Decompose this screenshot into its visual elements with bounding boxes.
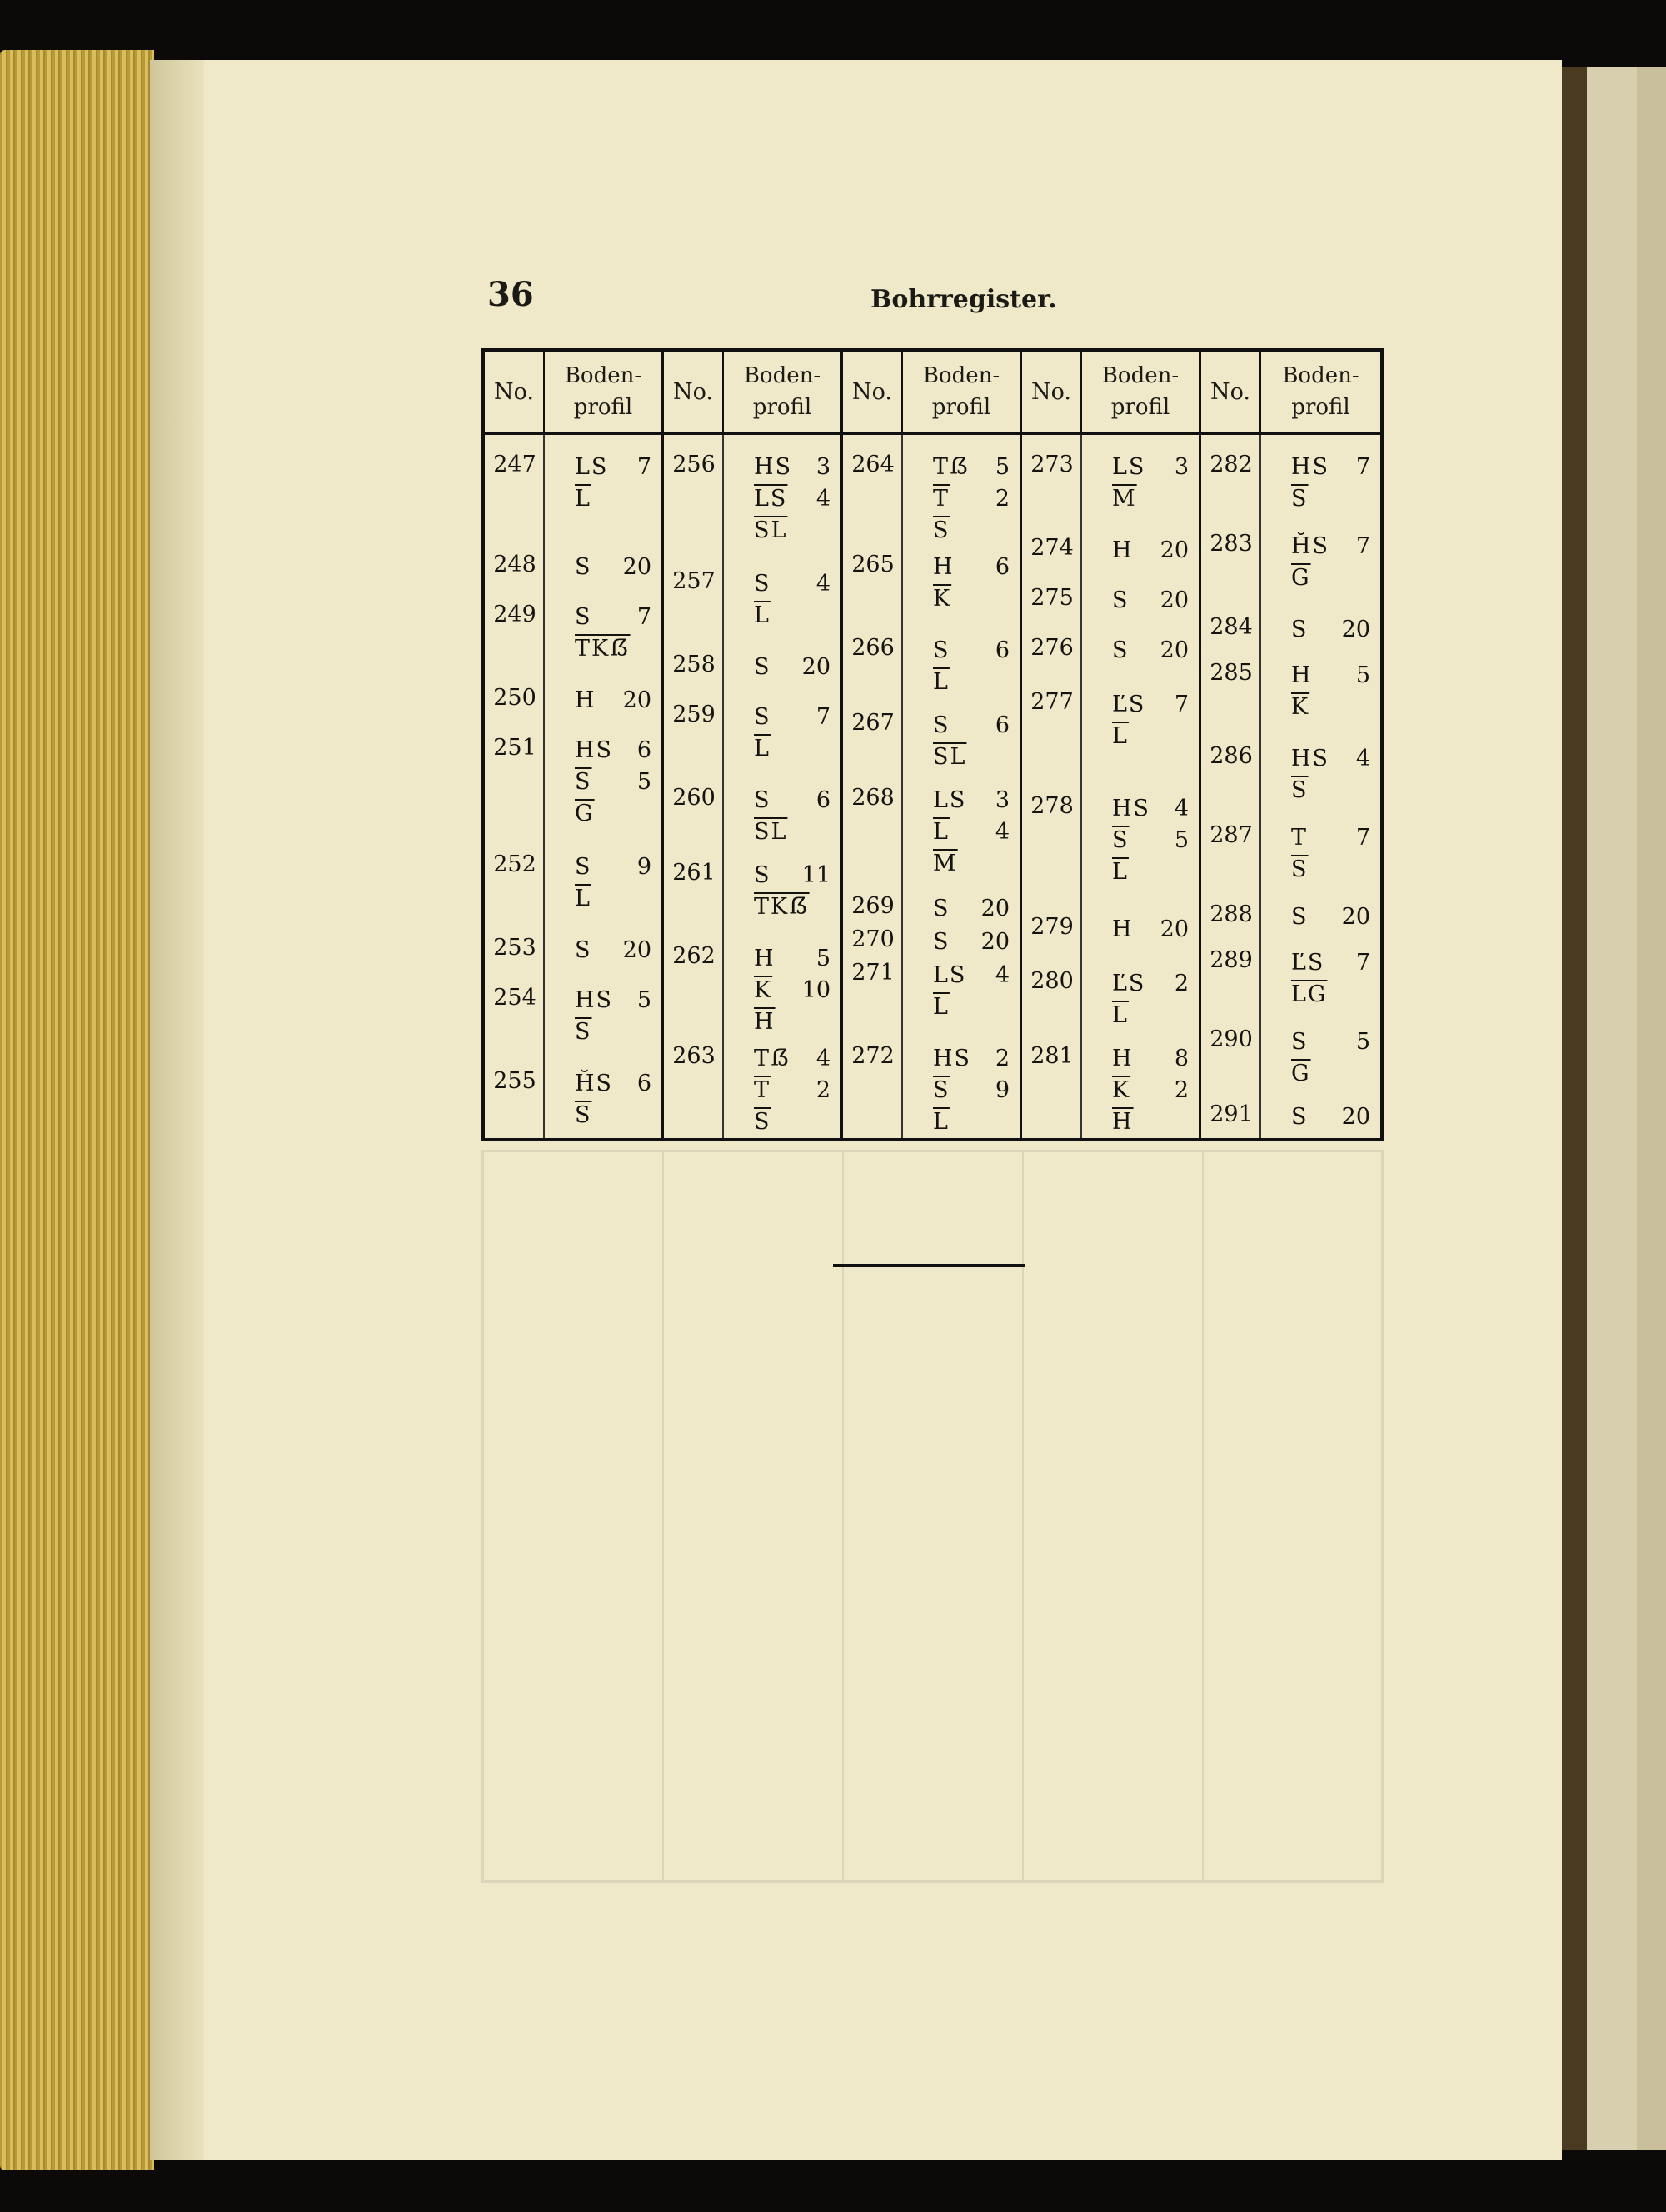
bore-number: 284: [1210, 614, 1253, 640]
profile-layer: $\overline{S}$: [1291, 777, 1309, 803]
profile-layer: $\overline{H}$: [754, 1009, 776, 1035]
profile-layer: T 7: [1291, 825, 1370, 851]
profile-layer: S 20: [575, 937, 651, 963]
profile-layer: $\overline{S}$: [933, 517, 950, 543]
soil-profile: [550, 1068, 658, 1131]
bore-number: 267: [851, 710, 895, 736]
profile-layer: $\overline{L}$: [754, 736, 771, 761]
bore-number: 256: [672, 452, 716, 477]
bore-number: 263: [672, 1043, 716, 1069]
soil-profile: [729, 860, 837, 923]
header-no: No.: [485, 352, 545, 432]
profile-layer: $\overline{G}$: [1291, 565, 1311, 591]
running-title: Bohrregister.: [870, 285, 1057, 314]
soil-profile: [1266, 822, 1377, 886]
profile-layer: HS 3: [754, 454, 831, 480]
profile-layer: HS 6: [575, 737, 651, 763]
soil-profile: [729, 943, 837, 1038]
table-column-group: [485, 352, 664, 1138]
profile-layer: Tẞ 4: [754, 1046, 831, 1071]
soil-profile: [1266, 452, 1377, 515]
soil-profile: [729, 568, 837, 632]
profile-layer: HS 7: [1291, 454, 1370, 480]
profile-layer: S 5: [1291, 1029, 1370, 1055]
bore-number: 272: [851, 1043, 895, 1069]
profile-layer: S 7: [754, 704, 831, 730]
soil-profile: [1266, 743, 1377, 806]
profile-layer: $\overline{G}$: [575, 801, 595, 826]
profile-layer: S 20: [1291, 1104, 1370, 1130]
bore-number: 250: [493, 685, 536, 711]
soil-profile: [1087, 452, 1195, 515]
profile-layer: $\overline{L}$: [1112, 723, 1129, 749]
profile-layer: $\overline{L}$: [933, 1109, 950, 1135]
bore-number: 257: [672, 568, 716, 594]
table-column-group: [664, 352, 843, 1138]
profile-layer: Tẞ 5: [933, 454, 1010, 480]
page-header: [487, 275, 1057, 325]
bore-number: 265: [851, 552, 895, 577]
profile-layer: H 20: [1112, 916, 1189, 942]
soil-profile: [1266, 660, 1377, 723]
bore-number: 258: [672, 652, 716, 677]
column-header: [485, 352, 661, 435]
profile-layer: $\overline{SL}$: [933, 744, 967, 770]
soil-profile: [1266, 947, 1377, 1011]
profile-layer: $\overline{G}$: [1291, 1061, 1311, 1086]
bore-number: 285: [1210, 660, 1253, 686]
profile-layer: $\overline{L}$: [575, 486, 591, 512]
soil-profile: [1266, 1101, 1377, 1133]
profile-layer: $\overline{S}$: [575, 1019, 592, 1045]
header-profile: Boden- profil: [1101, 363, 1180, 420]
soil-profile: [550, 452, 658, 515]
profile-layer: LS 7: [575, 454, 651, 480]
bore-number: 279: [1030, 914, 1074, 940]
profile-layer: ĽS 2: [1112, 971, 1189, 996]
bore-number: 254: [493, 985, 536, 1011]
profile-layer: $\overline{M}$: [933, 851, 958, 876]
profile-layer: $\overline{K}$ 2: [1112, 1077, 1189, 1103]
table-column-group: [1022, 352, 1201, 1138]
header-no: No.: [664, 352, 724, 432]
profile-layer: S 4: [754, 571, 831, 597]
header-profile: Boden- profil: [922, 363, 1000, 420]
soil-profile: [550, 685, 658, 717]
profile-layer: $\overline{S}$: [1291, 486, 1309, 512]
profile-layer: $\overline{K}$ 10: [754, 977, 831, 1003]
soil-profile: [1266, 901, 1377, 933]
soil-profile: [1266, 614, 1377, 646]
profile-layer: S 20: [1112, 587, 1189, 613]
profile-layer: $\overline{T}$ 2: [754, 1077, 831, 1103]
profile-layer: LS 4: [933, 962, 1010, 988]
table-column-group: [843, 352, 1022, 1138]
soil-profile: [1266, 531, 1377, 594]
soil-profile: [550, 735, 658, 830]
profile-layer: $\overline{S}$: [754, 1109, 771, 1135]
bore-number: 290: [1210, 1026, 1253, 1052]
book-page-edges: [0, 50, 154, 2170]
profile-layer: H̆S 7: [1291, 533, 1370, 559]
soil-profile: [1087, 535, 1195, 567]
header-no: No.: [1022, 352, 1082, 432]
profile-layer: HS 2: [933, 1046, 1010, 1071]
profile-layer: S 6: [933, 712, 1010, 738]
bore-number: 264: [851, 452, 895, 477]
header-no: No.: [1201, 352, 1261, 432]
profile-layer: $\overline{S}$ 5: [575, 769, 651, 795]
bore-number: 276: [1030, 635, 1074, 661]
soil-profile: [908, 452, 1016, 547]
profile-layer: H 20: [575, 687, 651, 713]
profile-layer: S 6: [933, 637, 1010, 663]
end-rule: [833, 1264, 1025, 1267]
bore-number: 271: [851, 960, 895, 986]
bore-number: 252: [493, 851, 536, 877]
soil-profile: [1087, 968, 1195, 1031]
column-header: [664, 352, 840, 435]
bore-number: 251: [493, 735, 536, 761]
soil-profile: [729, 702, 837, 765]
soil-profile: [908, 635, 1016, 698]
soil-profile: [550, 552, 658, 583]
soil-profile: [1087, 1043, 1195, 1138]
profile-layer: $\overline{TKẞ}$: [754, 894, 810, 920]
profile-layer: S 20: [1291, 617, 1370, 642]
soil-profile: [550, 985, 658, 1048]
profile-layer: $\overline{M}$: [1112, 486, 1137, 512]
profile-layer: $\overline{L}$ 4: [933, 819, 1010, 845]
soil-profile: [908, 710, 1016, 773]
soil-profile: [908, 1043, 1016, 1138]
profile-layer: $\overline{SL}$: [754, 517, 788, 543]
soil-profile: [908, 960, 1016, 1023]
soil-profile: [550, 602, 658, 665]
bore-number: 275: [1030, 585, 1074, 611]
profile-layer: $\overline{L}$: [1112, 859, 1129, 885]
profile-layer: $\overline{S}$: [575, 1102, 592, 1128]
bore-number: 282: [1210, 452, 1253, 477]
bore-number: 283: [1210, 531, 1253, 557]
page-number: 36: [487, 275, 534, 314]
bleed-through-shadow: [481, 1150, 1384, 1883]
profile-layer: $\overline{SL}$: [754, 819, 788, 845]
profile-layer: $\overline{LS}$ 4: [754, 486, 831, 512]
bore-number: 288: [1210, 901, 1253, 927]
profile-layer: S 20: [575, 554, 651, 580]
bore-number: 268: [851, 785, 895, 811]
facing-page-edge: [1562, 67, 1666, 2150]
profile-layer: S 9: [575, 854, 651, 880]
bore-number: 260: [672, 785, 716, 811]
profile-layer: $\overline{S}$ 9: [933, 1077, 1010, 1103]
profile-layer: $\overline{L}$: [754, 602, 771, 628]
bore-number: 280: [1030, 968, 1074, 994]
bore-number: 277: [1030, 689, 1074, 715]
soil-profile: [1266, 1026, 1377, 1090]
profile-layer: HS 4: [1291, 746, 1370, 771]
bore-register-table: [481, 348, 1384, 1141]
profile-layer: H 8: [1112, 1046, 1189, 1071]
profile-layer: H 20: [1112, 537, 1189, 563]
profile-layer: S 20: [933, 896, 1010, 921]
profile-layer: HS 5: [575, 987, 651, 1013]
profile-layer: LS 3: [933, 787, 1010, 813]
bore-number: 253: [493, 935, 536, 961]
profile-layer: H 6: [933, 554, 1010, 580]
bore-number: 278: [1030, 793, 1074, 819]
soil-profile: [729, 1043, 837, 1138]
profile-layer: $\overline{LG}$: [1291, 981, 1328, 1007]
profile-layer: $\overline{TKẞ}$: [575, 636, 631, 662]
profile-layer: H 5: [754, 946, 831, 971]
soil-profile: [908, 785, 1016, 880]
soil-profile: [1087, 793, 1195, 888]
soil-profile: [729, 652, 837, 683]
bore-number: 266: [851, 635, 895, 661]
column-header: [1201, 352, 1380, 435]
profile-layer: S 6: [754, 787, 831, 813]
bore-number: 270: [851, 926, 895, 952]
header-profile: Boden- profil: [1282, 363, 1359, 420]
profile-layer: ĽS 7: [1291, 950, 1370, 976]
profile-layer: $\overline{T}$ 2: [933, 486, 1010, 512]
bore-number: 261: [672, 860, 716, 886]
profile-layer: S 20: [933, 929, 1010, 955]
header-profile: Boden- profil: [564, 363, 642, 420]
bore-number: 259: [672, 702, 716, 727]
profile-layer: HS 4: [1112, 796, 1189, 821]
soil-profile: [1087, 914, 1195, 946]
profile-layer: S 7: [575, 604, 651, 630]
bore-number: 291: [1210, 1101, 1253, 1127]
page-gutter-shadow: [150, 60, 208, 2160]
bore-number: 286: [1210, 743, 1253, 769]
profile-layer: S 20: [754, 654, 831, 680]
bore-number: 273: [1030, 452, 1074, 477]
profile-layer: $\overline{H}$: [1112, 1109, 1134, 1135]
profile-layer: $\overline{L}$: [933, 669, 950, 695]
profile-layer: $\overline{K}$: [933, 586, 952, 612]
bore-number: 249: [493, 602, 536, 627]
soil-profile: [1087, 635, 1195, 667]
soil-profile: [908, 552, 1016, 615]
soil-profile: [550, 851, 658, 915]
bore-number: 287: [1210, 822, 1253, 848]
bore-number: 274: [1030, 535, 1074, 561]
bore-number: 255: [493, 1068, 536, 1094]
bore-number: 248: [493, 552, 536, 577]
soil-profile: [908, 926, 1016, 958]
column-header: [1022, 352, 1199, 435]
column-header: [843, 352, 1020, 435]
profile-layer: H 5: [1291, 662, 1370, 688]
soil-profile: [550, 935, 658, 966]
profile-layer: S 20: [1291, 904, 1370, 930]
table-column-group: [1201, 352, 1380, 1138]
profile-layer: ĽS 7: [1112, 692, 1189, 717]
profile-layer: $\overline{S}$: [1291, 856, 1309, 882]
bore-number: 247: [493, 452, 536, 477]
soil-profile: [908, 893, 1016, 925]
header-no: No.: [843, 352, 903, 432]
soil-profile: [1087, 689, 1195, 752]
profile-layer: $\overline{S}$ 5: [1112, 827, 1189, 853]
soil-profile: [1087, 585, 1195, 617]
profile-layer: S 11: [754, 862, 831, 888]
bore-number: 269: [851, 893, 895, 919]
soil-profile: [729, 785, 837, 848]
bore-number: 281: [1030, 1043, 1074, 1069]
profile-layer: S 20: [1112, 637, 1189, 663]
header-profile: Boden- profil: [743, 363, 821, 420]
profile-layer: $\overline{L}$: [1112, 1002, 1129, 1028]
profile-layer: LS 3: [1112, 454, 1189, 480]
profile-layer: $\overline{L}$: [575, 886, 591, 911]
bore-number: 262: [672, 943, 716, 969]
profile-layer: $\overline{L}$: [933, 994, 950, 1020]
soil-profile: [729, 452, 837, 547]
profile-layer: H̆S 6: [575, 1071, 651, 1096]
profile-layer: $\overline{K}$: [1291, 694, 1310, 720]
bore-number: 289: [1210, 947, 1253, 973]
